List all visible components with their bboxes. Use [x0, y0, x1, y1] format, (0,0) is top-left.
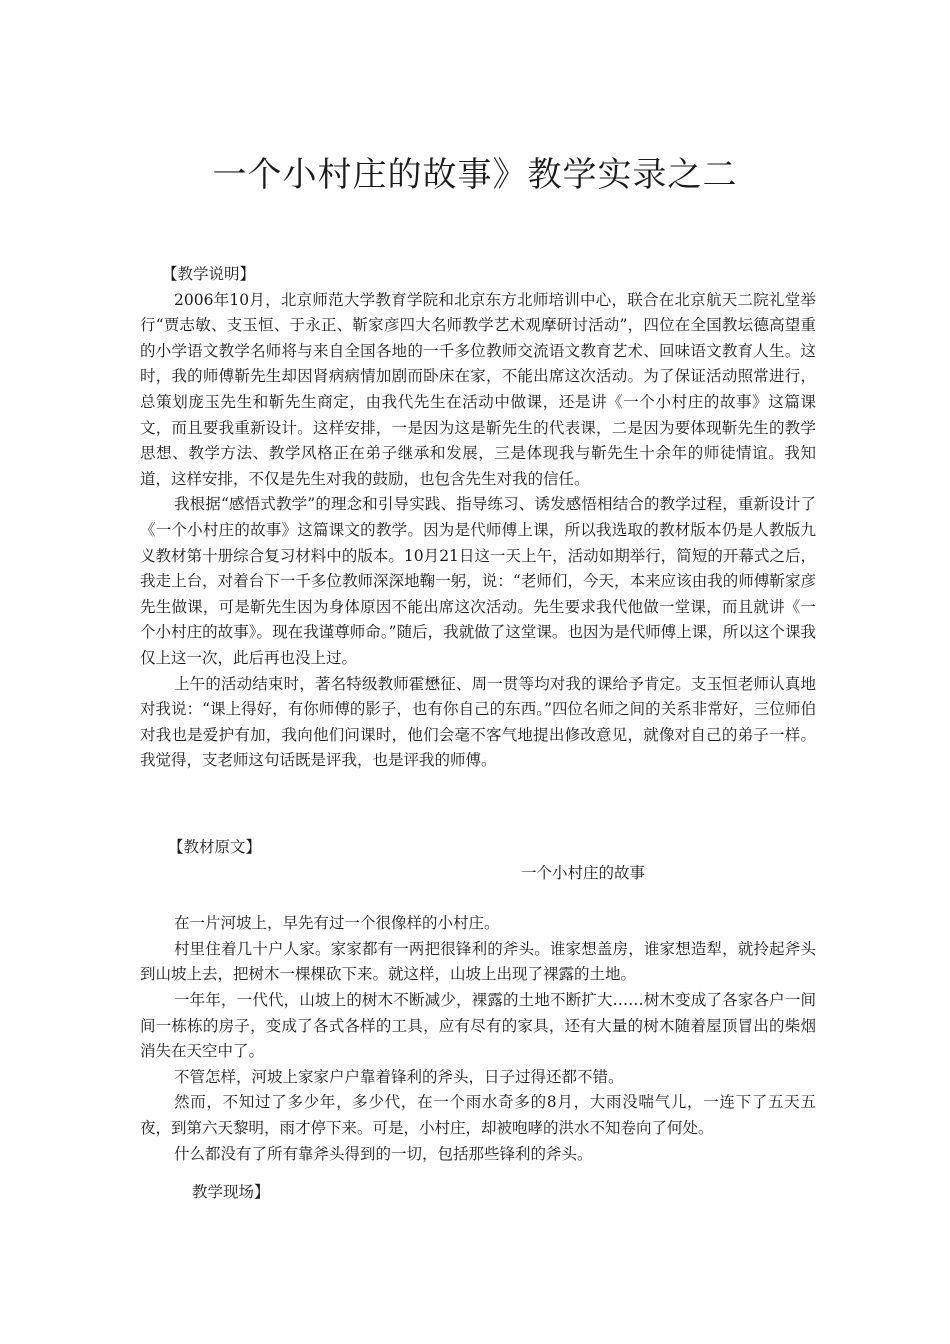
paragraph: 一年年，一代代，山坡上的树木不断减少，裸露的土地不断扩大……树木变成了各家各户一间间一栋栋的房子，变成了各式各样的工具，应有尽有的家具，还有大量的树木随着屋顶冒出的柴烟消失在天空中了。	[140, 990, 816, 1061]
paragraph: 然而，不知过了多少年，多少代，在一个雨水奇多的8月，大雨没喘气儿，一连下了五天五夜，到第六天黎明，雨才停下来。可是，小村庄，却被咆哮的洪水不知卷向了何处。	[140, 1093, 816, 1137]
section-heading-teaching-notes: 【教学说明】	[162, 265, 256, 283]
paragraph: 我根据“感悟式教学”的理念和引导实践、指导练习、诱发感悟相结合的教学过程，重新设计了《一个小村庄的故事》这篇课文的教学。因为是代师傅上课，所以我选取的教材版本仍是人教版九义教材第十册综合复习材料中的版本。10月21日这一天上午，活动如期举行，简短的开幕式之后，我走上台，对着台下一千多位教师深深地鞠一躬，说：“老师们，今天，本来应该由我的师傅靳家彦先生做课，可是靳先生因为身体原因不能出席这次活动。先生要求我代他做一堂课，而且就讲《一个小村庄的故事》。现在我谨尊师命。”随后，我就做了这堂课。也因为是代师傅上课，所以这个课我仅上这一次，此后再也没上过。	[140, 495, 816, 667]
paragraph: 在一片河坡上，早先有过一个很像样的小村庄。	[174, 914, 500, 933]
paragraph: 上午的活动结束时，著名特级教师霍懋征、周一贯等均对我的课给予肯定。支玉恒老师认真地对我说：“课上得好，有你师傅的影子，也有你自己的东西。”四位名师之间的关系非常好，三位师伯对我也是爱护有加，我向他们问课时，他们会毫不客气地提出修改意见，就像对自己的弟子一样。我觉得，支老师这句话既是评我，也是评我的师傅。	[140, 674, 816, 770]
story-title: 一个小村庄的故事	[520, 863, 645, 882]
page-title: 一个小村庄的故事》教学实录之二	[212, 154, 738, 195]
paragraph: 什么都没有了所有靠斧头得到的一切，包括那些锋利的斧头。	[174, 1144, 593, 1163]
section-heading-original-text: 【教材原文】	[168, 838, 262, 856]
paragraph: 2006年10月，北京师范大学教育学院和北京东方北师培训中心，联合在北京航天二院礼堂举行“贾志敏、支玉恒、于永正、靳家彦四大名师教学艺术观摩研讨活动”，四位在全国教坛德高望重的小学语文教学名师将与来自全国各地的一千多位教师交流语文教育艺术、回味语文教育人生。这时，我的师傅靳先生却因肾病病情加剧而卧床在家，不能出席这次活动。为了保证活动照常进行，总策划庞玉先生和靳先生商定，由我代先生在活动中做课，还是讲《一个小村庄的故事》这篇课文，而且要我重新设计。这样安排，一是因为这是靳先生的代表课，二是因为要体现靳先生的教学思想、教学方法、教学风格正在弟子继承和发展，三是体现我与靳先生十余年的师徒情谊。我知道，这样安排，不仅是先生对我的鼓励，也包含先生对我的信任。	[140, 290, 816, 488]
paragraph: 村里住着几十户人家。家家都有一两把很锋利的斧头。谁家想盖房，谁家想造犁，就拎起斧头到山坡上去，把树木一棵棵砍下来。就这样，山坡上出现了裸露的土地。	[140, 939, 816, 984]
section-heading-teaching-scene: 教学现场】	[192, 1183, 270, 1201]
section-original-text	[140, 835, 816, 1167]
section-teaching-notes	[140, 262, 816, 774]
paragraph: 不管怎样，河坡上家家户户靠着锋利的斧头，日子过得还都不错。	[174, 1067, 624, 1086]
section-teaching-scene	[140, 1180, 816, 1206]
